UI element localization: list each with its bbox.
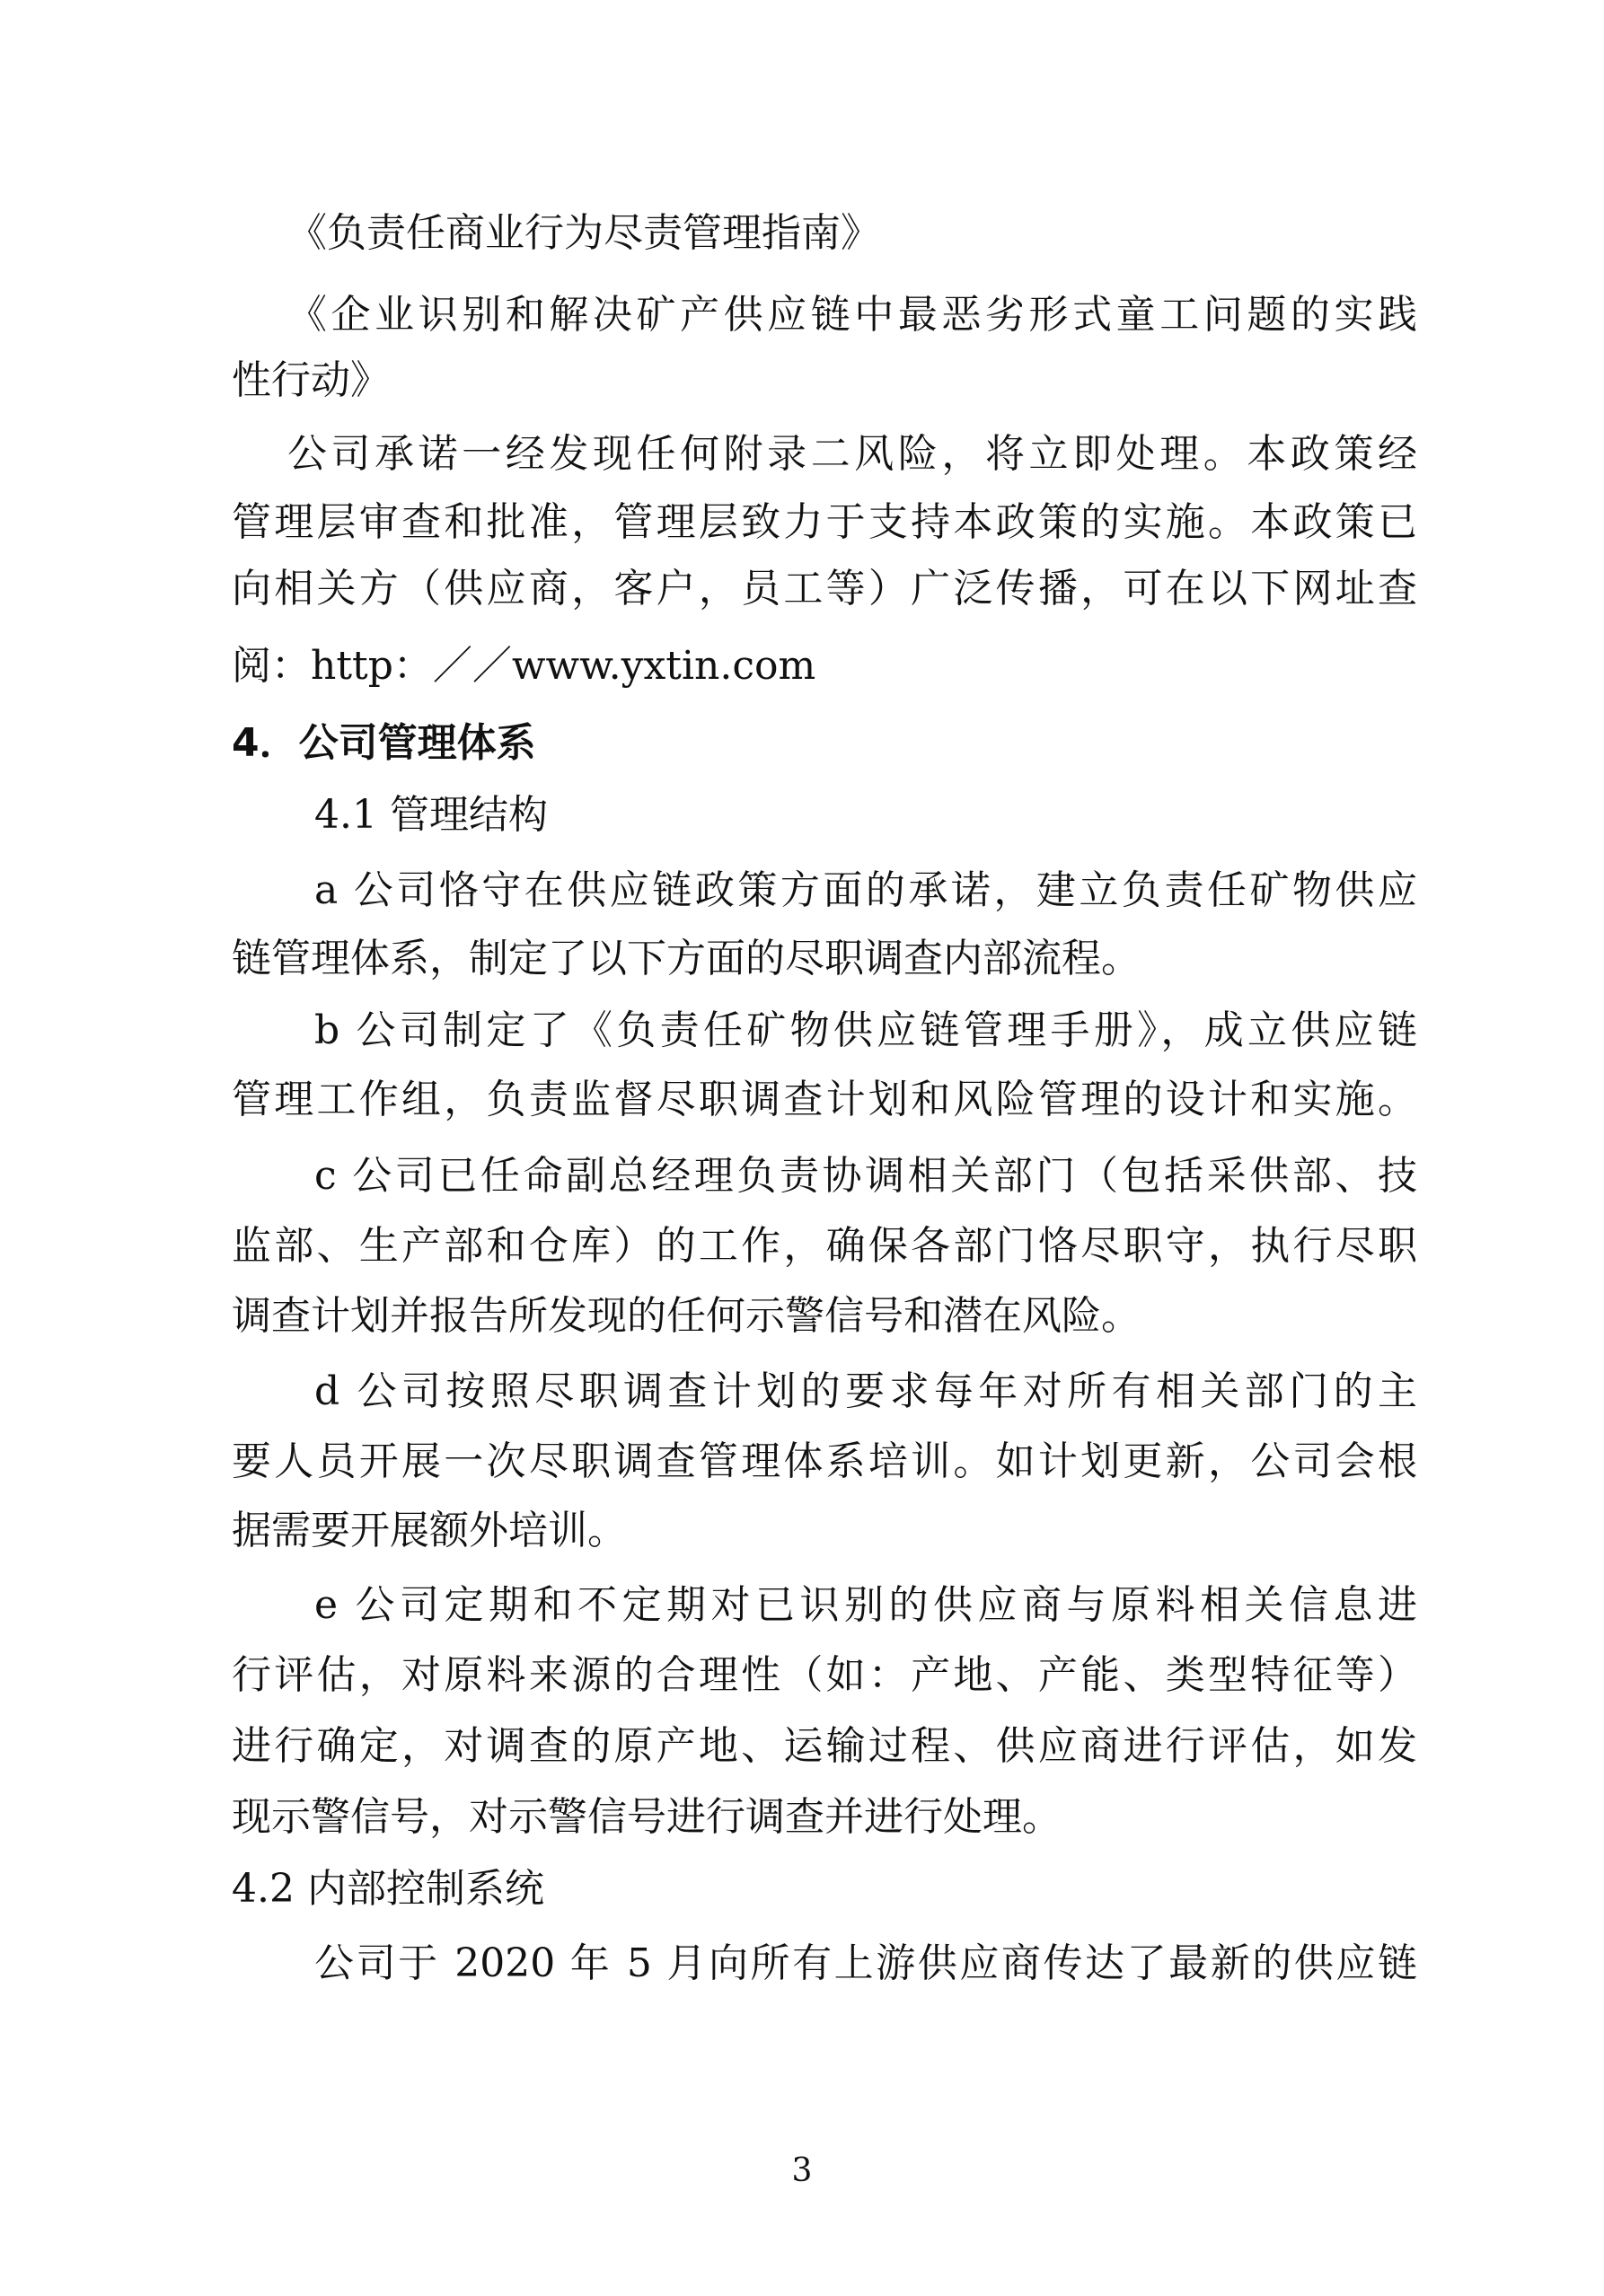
website-line: 阅：http：／／www.yxtin.com [232, 643, 816, 689]
paragraph-line: a 公司恪守在供应链政策方面的承诺，建立负责任矿物供应 [314, 867, 1417, 913]
paragraph-line: 管理工作组，负责监督尽职调查计划和风险管理的设计和实施。 [232, 1077, 1417, 1122]
paragraph-line: d 公司按照尽职调查计划的要求每年对所有相关部门的主 [314, 1368, 1417, 1414]
text-line: 性行动》 [232, 357, 390, 403]
text-line: 《企业识别和解决矿产供应链中最恶劣形式童工问题的实践 [287, 292, 1417, 338]
paragraph-line: 公司于 2020 年 5 月向所有上游供应商传达了最新的供应链 [314, 1940, 1417, 1986]
paragraph-line: 向相关方（供应商，客户，员工等）广泛传播，可在以下网址查 [232, 566, 1417, 611]
paragraph-line: 链管理体系，制定了以下方面的尽职调查内部流程。 [232, 936, 1141, 981]
subsection-heading: 4.1 管理结构 [314, 792, 548, 838]
paragraph-line: c 公司已任命副总经理负责协调相关部门（包括采供部、技 [314, 1153, 1417, 1199]
paragraph-line: 要人员开展一次尽职调查管理体系培训。如计划更新，公司会根 [232, 1438, 1417, 1484]
paragraph-line: 进行确定，对调查的原产地、运输过程、供应商进行评估，如发 [232, 1723, 1417, 1769]
text-line: 《负责任商业行为尽责管理指南》 [287, 210, 880, 256]
subsection-heading: 4.2 内部控制系统 [232, 1866, 544, 1912]
paragraph-line: 行评估，对原料来源的合理性（如：产地、产能、类型特征等） [232, 1652, 1417, 1698]
page-number: 3 [791, 2152, 813, 2189]
paragraph-line: b 公司制定了《负责任矿物供应链管理手册》，成立供应链 [314, 1007, 1417, 1053]
paragraph-line: 据需要开展额外培训。 [232, 1508, 627, 1553]
paragraph-line: e 公司定期和不定期对已识别的供应商与原料相关信息进 [314, 1582, 1417, 1628]
paragraph-line: 公司承诺一经发现任何附录二风险，将立即处理。本政策经 [287, 431, 1417, 477]
paragraph-line: 现示警信号，对示警信号进行调查并进行处理。 [232, 1794, 1062, 1840]
section-heading: 4．公司管理体系 [232, 720, 536, 766]
paragraph-line: 调查计划并报告所发现的任何示警信号和潜在风险。 [232, 1293, 1141, 1339]
paragraph-line: 监部、生产部和仓库）的工作，确保各部门恪尽职守，执行尽职 [232, 1223, 1417, 1269]
paragraph-line: 管理层审查和批准，管理层致力于支持本政策的实施。本政策已 [232, 499, 1417, 545]
